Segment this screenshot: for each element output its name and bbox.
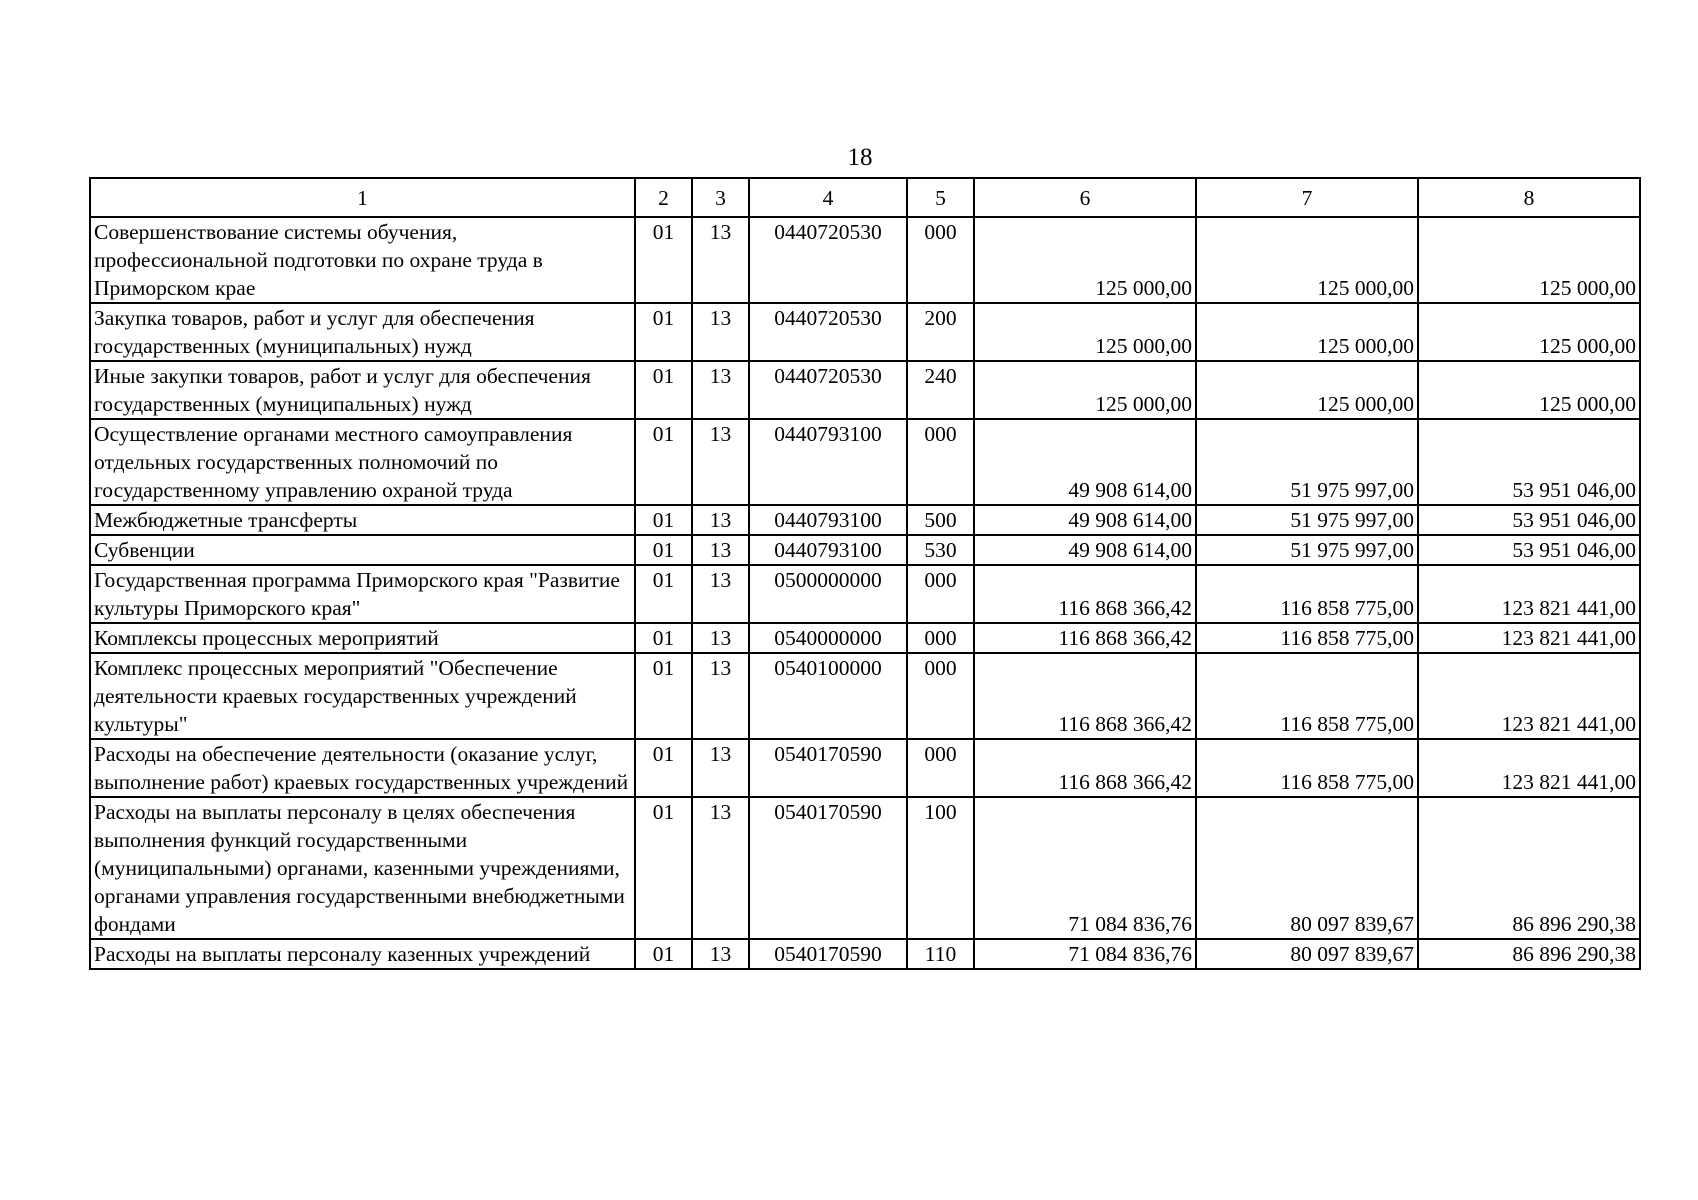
row-section-code: 01 [635, 303, 692, 361]
row-target-code: 0440793100 [749, 419, 907, 505]
row-amount-col8: 53 951 046,00 [1418, 419, 1640, 505]
row-amount-col7: 125 000,00 [1196, 303, 1418, 361]
header-row [90, 178, 1640, 217]
table-row [90, 419, 1640, 505]
row-target-code: 0540170590 [749, 797, 907, 939]
table-row [90, 217, 1640, 303]
row-name: Межбюджетные трансферты [90, 505, 635, 535]
row-expense-type-code: 000 [907, 739, 974, 797]
row-subsection-code: 13 [692, 303, 749, 361]
row-name: Комплексы процессных мероприятий [90, 623, 635, 653]
row-amount-col6: 116 868 366,42 [974, 653, 1196, 739]
row-amount-col6: 116 868 366,42 [974, 623, 1196, 653]
row-subsection-code: 13 [692, 939, 749, 969]
row-name: Расходы на выплаты персоналу в целях обеспечения выполнения функций государственными (муниципальными) органами, казенными учреждениями, органами управления государственными внебюджетными фондами [90, 797, 635, 939]
row-name: Субвенции [90, 535, 635, 565]
row-expense-type-code: 200 [907, 303, 974, 361]
column-header: 1 [90, 178, 635, 217]
row-amount-col8: 125 000,00 [1418, 303, 1640, 361]
row-amount-col6: 71 084 836,76 [974, 939, 1196, 969]
page-number: 18 [847, 144, 873, 171]
row-target-code: 0440720530 [749, 361, 907, 419]
column-header: 3 [692, 178, 749, 217]
column-header: 6 [974, 178, 1196, 217]
row-amount-col6: 125 000,00 [974, 303, 1196, 361]
row-section-code: 01 [635, 739, 692, 797]
table-row [90, 361, 1640, 419]
row-subsection-code: 13 [692, 419, 749, 505]
row-subsection-code: 13 [692, 623, 749, 653]
row-section-code: 01 [635, 217, 692, 303]
row-section-code: 01 [635, 653, 692, 739]
row-amount-col6: 49 908 614,00 [974, 505, 1196, 535]
row-subsection-code: 13 [692, 653, 749, 739]
row-expense-type-code: 100 [907, 797, 974, 939]
row-amount-col8: 123 821 441,00 [1418, 653, 1640, 739]
column-header: 4 [749, 178, 907, 217]
row-subsection-code: 13 [692, 505, 749, 535]
row-subsection-code: 13 [692, 535, 749, 565]
row-section-code: 01 [635, 565, 692, 623]
row-target-code: 0440720530 [749, 303, 907, 361]
row-section-code: 01 [635, 797, 692, 939]
row-name: Закупка товаров, работ и услуг для обеспечения государственных (муниципальных) нужд [90, 303, 635, 361]
row-amount-col7: 51 975 997,00 [1196, 419, 1418, 505]
row-name: Расходы на обеспечение деятельности (оказание услуг, выполнение работ) краевых государственных учреждений [90, 739, 635, 797]
row-target-code: 0540000000 [749, 623, 907, 653]
row-subsection-code: 13 [692, 797, 749, 939]
row-name: Комплекс процессных мероприятий "Обеспечение деятельности краевых государственных учреждений культуры" [90, 653, 635, 739]
row-expense-type-code: 000 [907, 419, 974, 505]
row-amount-col8: 123 821 441,00 [1418, 623, 1640, 653]
column-header: 5 [907, 178, 974, 217]
table-row [90, 505, 1640, 535]
row-name: Совершенствование системы обучения, профессиональной подготовки по охране труда в Приморском крае [90, 217, 635, 303]
row-amount-col7: 51 975 997,00 [1196, 535, 1418, 565]
row-amount-col8: 86 896 290,38 [1418, 939, 1640, 969]
row-name: Иные закупки товаров, работ и услуг для обеспечения государственных (муниципальных) нужд [90, 361, 635, 419]
row-amount-col7: 51 975 997,00 [1196, 505, 1418, 535]
row-amount-col8: 86 896 290,38 [1418, 797, 1640, 939]
row-amount-col8: 53 951 046,00 [1418, 535, 1640, 565]
row-subsection-code: 13 [692, 217, 749, 303]
row-amount-col7: 116 858 775,00 [1196, 565, 1418, 623]
row-expense-type-code: 000 [907, 217, 974, 303]
row-amount-col6: 49 908 614,00 [974, 535, 1196, 565]
row-name: Расходы на выплаты персоналу казенных учреждений [90, 939, 635, 969]
column-header: 7 [1196, 178, 1418, 217]
row-amount-col6: 116 868 366,42 [974, 565, 1196, 623]
table-row [90, 739, 1640, 797]
row-expense-type-code: 240 [907, 361, 974, 419]
row-expense-type-code: 530 [907, 535, 974, 565]
row-amount-col6: 49 908 614,00 [974, 419, 1196, 505]
row-amount-col7: 80 097 839,67 [1196, 939, 1418, 969]
row-amount-col8: 125 000,00 [1418, 361, 1640, 419]
table-row [90, 797, 1640, 939]
row-section-code: 01 [635, 361, 692, 419]
row-amount-col7: 80 097 839,67 [1196, 797, 1418, 939]
table-row [90, 939, 1640, 969]
column-header: 2 [635, 178, 692, 217]
row-section-code: 01 [635, 623, 692, 653]
row-amount-col7: 116 858 775,00 [1196, 623, 1418, 653]
row-target-code: 0440793100 [749, 505, 907, 535]
row-amount-col6: 125 000,00 [974, 361, 1196, 419]
row-name: Государственная программа Приморского края "Развитие культуры Приморского края" [90, 565, 635, 623]
row-name: Осуществление органами местного самоуправления отдельных государственных полномочий по государственному управлению охраной труда [90, 419, 635, 505]
row-amount-col7: 116 858 775,00 [1196, 739, 1418, 797]
table-row [90, 535, 1640, 565]
row-target-code: 0440720530 [749, 217, 907, 303]
row-amount-col6: 116 868 366,42 [974, 739, 1196, 797]
row-target-code: 0440793100 [749, 535, 907, 565]
row-target-code: 0500000000 [749, 565, 907, 623]
row-subsection-code: 13 [692, 739, 749, 797]
row-amount-col8: 123 821 441,00 [1418, 739, 1640, 797]
row-amount-col6: 71 084 836,76 [974, 797, 1196, 939]
table-row [90, 303, 1640, 361]
row-amount-col7: 125 000,00 [1196, 217, 1418, 303]
row-section-code: 01 [635, 939, 692, 969]
column-header: 8 [1418, 178, 1640, 217]
row-expense-type-code: 000 [907, 653, 974, 739]
row-amount-col6: 125 000,00 [974, 217, 1196, 303]
row-target-code: 0540100000 [749, 653, 907, 739]
row-expense-type-code: 110 [907, 939, 974, 969]
table-row [90, 653, 1640, 739]
table-row [90, 623, 1640, 653]
row-amount-col8: 53 951 046,00 [1418, 505, 1640, 535]
row-expense-type-code: 000 [907, 623, 974, 653]
row-section-code: 01 [635, 505, 692, 535]
row-amount-col7: 116 858 775,00 [1196, 653, 1418, 739]
row-target-code: 0540170590 [749, 939, 907, 969]
row-section-code: 01 [635, 419, 692, 505]
row-amount-col7: 125 000,00 [1196, 361, 1418, 419]
budget-table [89, 177, 1641, 970]
row-subsection-code: 13 [692, 361, 749, 419]
table-row [90, 565, 1640, 623]
row-target-code: 0540170590 [749, 739, 907, 797]
row-section-code: 01 [635, 535, 692, 565]
row-amount-col8: 125 000,00 [1418, 217, 1640, 303]
row-subsection-code: 13 [692, 565, 749, 623]
row-amount-col8: 123 821 441,00 [1418, 565, 1640, 623]
row-expense-type-code: 000 [907, 565, 974, 623]
row-expense-type-code: 500 [907, 505, 974, 535]
